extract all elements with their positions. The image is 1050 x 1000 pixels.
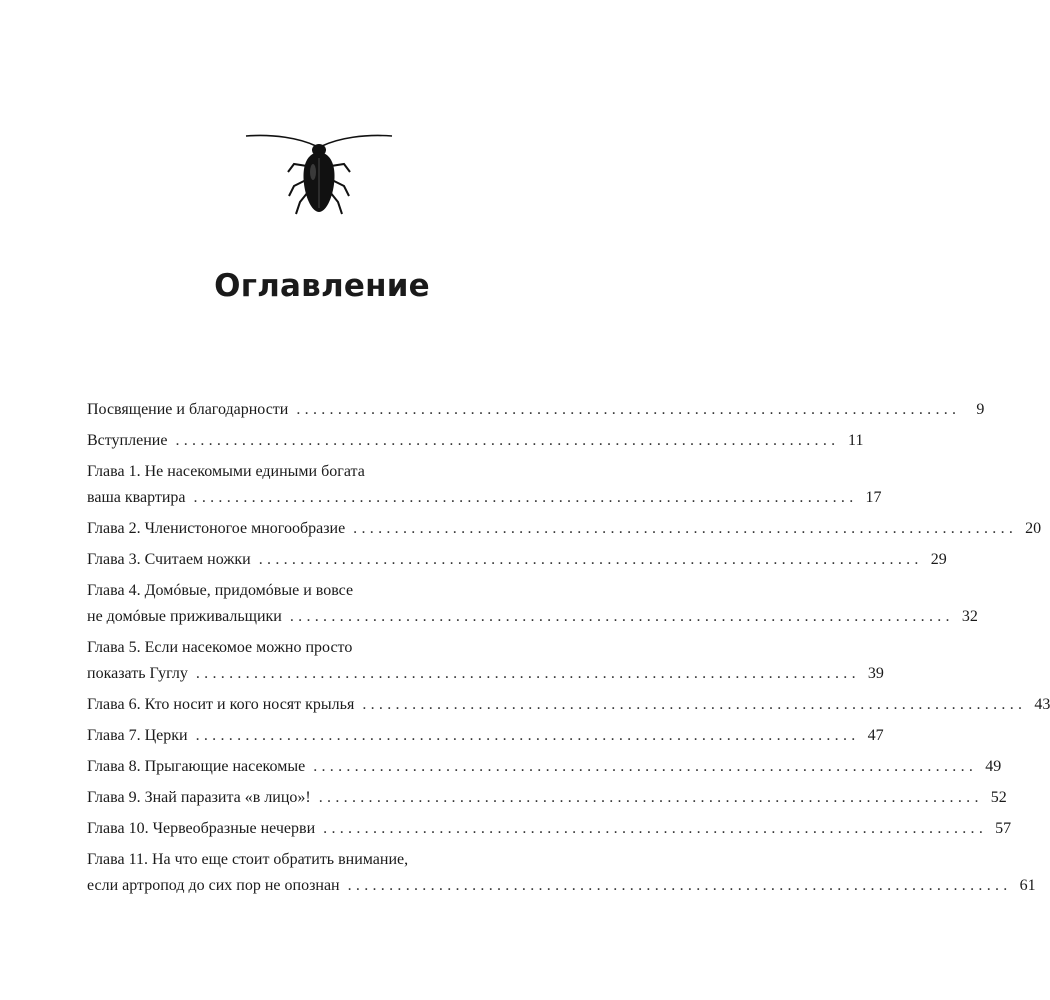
toc-entry-title: Глава 7. Церки: [87, 727, 188, 744]
toc-entry-title: Вступление: [87, 432, 168, 449]
toc-entry-title: Глава 5. Если насекомое можно просто: [87, 639, 353, 656]
toc-entry-title: Глава 3. Считаем ножки: [87, 551, 251, 568]
toc-entry-title: Глава 11. На что еще стоит обратить внимание,: [87, 851, 409, 868]
dot-leader: ................................................................................: [347, 877, 1012, 894]
toc-entry[interactable]: [87, 397, 985, 423]
page-title: Оглавление: [214, 268, 430, 304]
toc-page-number: 49: [985, 758, 1002, 775]
dot-leader: ................................................................................: [323, 820, 988, 837]
toc-entry-title: если артропод до сих пор не опознан: [87, 877, 340, 894]
toc-entry[interactable]: [87, 635, 884, 687]
toc-entry[interactable]: [87, 459, 882, 511]
toc-entry-title: Глава 8. Прыгающие насекомые: [87, 758, 306, 775]
toc-entry[interactable]: [87, 428, 864, 454]
toc-page-number: 43: [1034, 696, 1050, 713]
toc-entry-title: Глава 1. Не насекомыми едиными богата: [87, 463, 365, 480]
toc-entry[interactable]: [87, 692, 1050, 718]
toc-page-number: 32: [961, 608, 978, 625]
dot-leader: ................................................................................: [362, 696, 1027, 713]
toc-page-number: 29: [930, 551, 947, 568]
toc-entry-title: Глава 2. Членистоногое многообразие: [87, 520, 346, 537]
toc-entry[interactable]: [87, 547, 947, 573]
toc-entry-title: не домóвые приживальщики: [87, 608, 282, 625]
dot-leader: ................................................................................: [258, 551, 923, 568]
toc-entry[interactable]: [87, 847, 1036, 899]
toc-entry[interactable]: [87, 785, 1007, 811]
dot-leader: ................................................................................: [193, 489, 858, 506]
dot-leader: ................................................................................: [195, 665, 860, 682]
dot-leader: ................................................................................: [289, 608, 954, 625]
toc-page-number: 9: [976, 401, 985, 418]
toc-entry-title: Глава 9. Знай паразита «в лицо»!: [87, 789, 311, 806]
toc-page-number: 52: [990, 789, 1007, 806]
toc-entry-title: ваша квартира: [87, 489, 186, 506]
toc-entry-title: Глава 10. Червеобразные нечерви: [87, 820, 316, 837]
toc-entry-title: показать Гуглу: [87, 665, 188, 682]
cockroach-icon: [244, 128, 394, 218]
toc-page-number: 39: [867, 665, 884, 682]
toc-entry[interactable]: [87, 723, 884, 749]
toc-page-number: 47: [867, 727, 884, 744]
dot-leader: ................................................................................: [313, 758, 978, 775]
toc-entry-title: Посвящение и благодарности: [87, 401, 289, 418]
toc-entry[interactable]: [87, 816, 1012, 842]
dot-leader: ................................................................................: [318, 789, 983, 806]
dot-leader: ................................................................................: [296, 401, 961, 418]
toc-page-number: 11: [848, 432, 864, 449]
toc-page-number: 61: [1019, 877, 1036, 894]
dot-leader: ................................................................................: [195, 727, 860, 744]
dot-leader: ................................................................................: [175, 432, 840, 449]
toc-entry-title: Глава 4. Домóвые, придомóвые и вовсе: [87, 582, 354, 599]
toc-entry-title: Глава 6. Кто носит и кого носят крылья: [87, 696, 355, 713]
toc-page-number: 20: [1025, 520, 1042, 537]
toc-entry[interactable]: [87, 578, 978, 630]
dot-leader: ................................................................................: [353, 520, 1018, 537]
toc-entry[interactable]: [87, 516, 1042, 542]
toc-page-number: 57: [995, 820, 1012, 837]
toc-entry[interactable]: [87, 754, 1002, 780]
toc-page-number: 17: [865, 489, 882, 506]
table-of-contents: [87, 397, 1050, 904]
